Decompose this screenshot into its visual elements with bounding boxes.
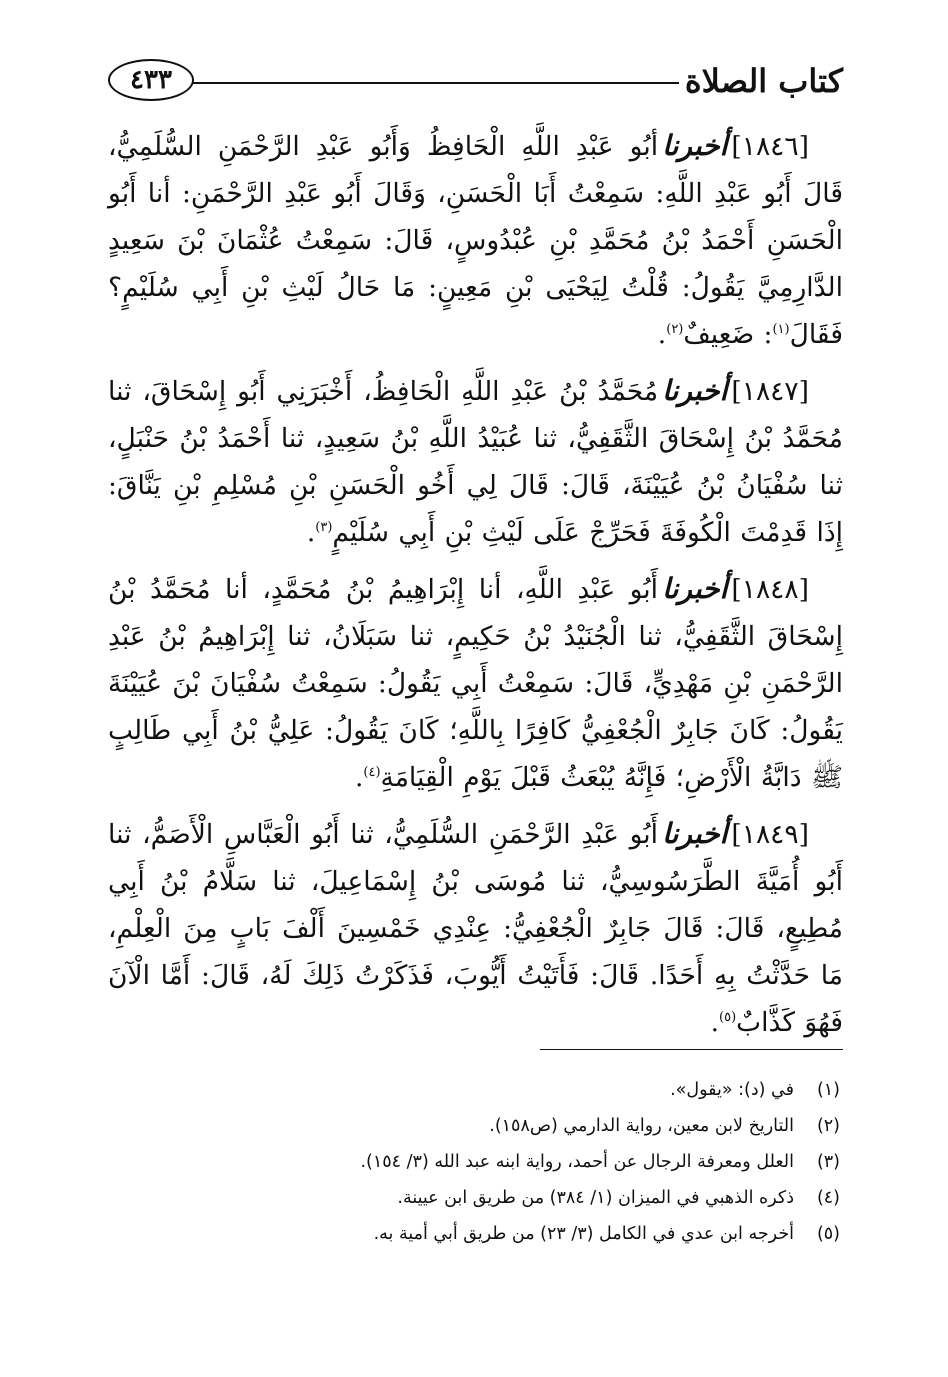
page-number: ٤٣٣ — [108, 59, 194, 101]
hadith-text: مُحَمَّدُ بْنُ عَبْدِ اللَّهِ الْحَافِظُ، أَخْبَرَنِي أَبُو إِسْحَاقَ، ثنا مُحَمَّدُ بْنُ إِسْحَاقَ الثَّقَفِيُّ، ثنا عُبَيْدُ اللَّهِ بْنُ سَعِيدٍ، ثنا أَحْمَدُ بْنُ حَنْبَلٍ، ثنا سُفْيَانُ بْنُ عُيَيْنَةَ، قَالَ: قَالَ لِي أَخُو الْحَسَنِ بْنِ مُسْلِمِ بْنِ يَنَّاقَ: إِذَا قَدِمْتَ الْكُوفَةَ فَحَرِّجْ عَلَى لَيْثِ بْنِ أَبِي سُلَيْمٍ — [108, 376, 843, 548]
footnote-number: (١) — [816, 1080, 840, 1100]
hadith-keyword: أخبرنا — [662, 817, 728, 850]
footnote-ref[interactable]: (١) — [772, 322, 790, 338]
footnote-number: (٤) — [816, 1188, 840, 1208]
footnote-text: التاريخ لابن معين، رواية الدارمي (ص١٥٨). — [489, 1116, 794, 1136]
header-rule — [193, 82, 758, 84]
hadith-text: أَبُو عَبْدِ اللَّهِ، أنا إِبْرَاهِيمُ بْنُ مُحَمَّدٍ، أنا مُحَمَّدُ بْنُ إِسْحَاقَ الثَّقَفِيُّ، ثنا الْجُنَيْدُ بْنُ حَكِيمٍ، ثنا سَبَلَانُ، ثنا إِبْرَاهِيمُ بْنُ عَبْدِ الرَّحْمَنِ بْنِ مَهْدِيٍّ، قَالَ: سَمِعْتُ أَبِي يَقُولُ: سَمِعْتُ سُفْيَانَ بْنَ عُيَيْنَةَ يَقُولُ: كَانَ جَابِرٌ الْجُعْفِيُّ كَافِرًا بِاللَّهِ؛ كَانَ يَقُولُ: عَلِيُّ بْنُ أَبِي طَالِبٍ ﷺ دَابَّةُ الْأَرْضِ؛ فَإِنَّهُ يُبْعَثُ قَبْلَ يَوْمِ الْقِيَامَةِ — [108, 574, 843, 793]
footnote-ref[interactable]: (٢) — [666, 322, 684, 338]
footnotes — [105, 1078, 840, 1258]
hadith-number: [١٨٤٨] — [731, 574, 809, 605]
footnote-item — [105, 1222, 840, 1246]
hadith-number: [١٨٤٩] — [731, 819, 809, 850]
footnote-item — [105, 1078, 840, 1102]
hadith-end: . — [354, 762, 364, 793]
hadith-paragraph-1849 — [108, 810, 843, 1046]
footnote-number: (٥) — [816, 1224, 840, 1244]
footnote-number: (٣) — [816, 1152, 840, 1172]
footnote-ref[interactable]: (٥) — [719, 1010, 737, 1026]
hadith-text-tail: : ضَعِيفٌ — [683, 319, 773, 350]
footnote-separator — [540, 1049, 843, 1050]
hadith-end: . — [657, 319, 667, 350]
hadith-keyword: أخبرنا — [662, 129, 728, 162]
hadith-paragraph-1846 — [108, 122, 843, 358]
main-text — [108, 122, 843, 1055]
page-header — [108, 58, 843, 108]
hadith-number: [١٨٤٦] — [731, 131, 809, 162]
hadith-number: [١٨٤٧] — [731, 376, 809, 407]
footnote-text: العلل ومعرفة الرجال عن أحمد، رواية ابنه عبد الله (٣/ ١٥٤). — [360, 1152, 794, 1172]
hadith-keyword: أخبرنا — [662, 572, 728, 605]
footnote-item — [105, 1114, 840, 1138]
hadith-paragraph-1848 — [108, 565, 843, 801]
footnote-item — [105, 1186, 840, 1210]
hadith-paragraph-1847 — [108, 367, 843, 556]
hadith-text: أبُو عَبْدِ اللَّهِ الْحَافِظُ وَأَبُو عَبْدِ الرَّحْمَنِ السُّلَمِيُّ، قَالَ أَبُو عَبْدِ اللَّهِ: سَمِعْتُ أَبَا الْحَسَنِ، وَقَالَ أَبُو عَبْدِ الرَّحْمَنِ: أنا أَبُو الْحَسَنِ أَحْمَدُ بْنُ مُحَمَّدِ بْنِ عُبْدُوسٍ، قَالَ: سَمِعْتُ عُثْمَانَ بْنَ سَعِيدٍ الدَّارِمِيَّ يَقُولُ: قُلْتُ لِيَحْيَى بْنِ مَعِينٍ: مَا حَالُ لَيْثِ بْنِ أَبِي سُلَيْمٍ؟ فَقَالَ — [108, 131, 843, 350]
footnote-ref[interactable]: (٤) — [363, 765, 381, 781]
hadith-text: أَبُو عَبْدِ الرَّحْمَنِ السُّلَمِيُّ، ثنا أَبُو الْعَبَّاسِ الْأَصَمُّ، ثنا أَبُو أُمَيَّةَ الطَّرَسُوسِيُّ، ثنا مُوسَى بْنُ إِسْمَاعِيلَ، ثنا سَلَّامُ بْنُ أَبِي مُطِيعٍ، قَالَ: قَالَ جَابِرٌ الْجُعْفِيُّ: عِنْدِي خَمْسِينَ أَلْفَ بَابٍ مِنَ الْعِلْمِ، مَا حَدَّثْتُ بِهِ أَحَدًا. قَالَ: فَأَتَيْتُ أَيُّوبَ، فَذَكَرْتُ ذَلِكَ لَهُ، قَالَ: أَمَّا الْآنَ فَهُوَ كَذَّابٌ — [108, 819, 843, 1038]
running-title: كتاب الصلاة — [679, 58, 843, 104]
hadith-end: . — [306, 517, 316, 548]
footnote-text: أخرجه ابن عدي في الكامل (٣/ ٢٣) من طريق أبي أمية به. — [373, 1224, 794, 1244]
footnote-number: (٢) — [816, 1116, 840, 1136]
hadith-end: . — [710, 1007, 720, 1038]
footnote-text: في (د): «يقول». — [670, 1080, 794, 1100]
footnote-item — [105, 1150, 840, 1174]
footnote-ref[interactable]: (٣) — [315, 520, 333, 536]
hadith-keyword: أخبرنا — [662, 374, 728, 407]
footnote-text: ذكره الذهبي في الميزان (١/ ٣٨٤) من طريق ابن عيينة. — [397, 1188, 794, 1208]
